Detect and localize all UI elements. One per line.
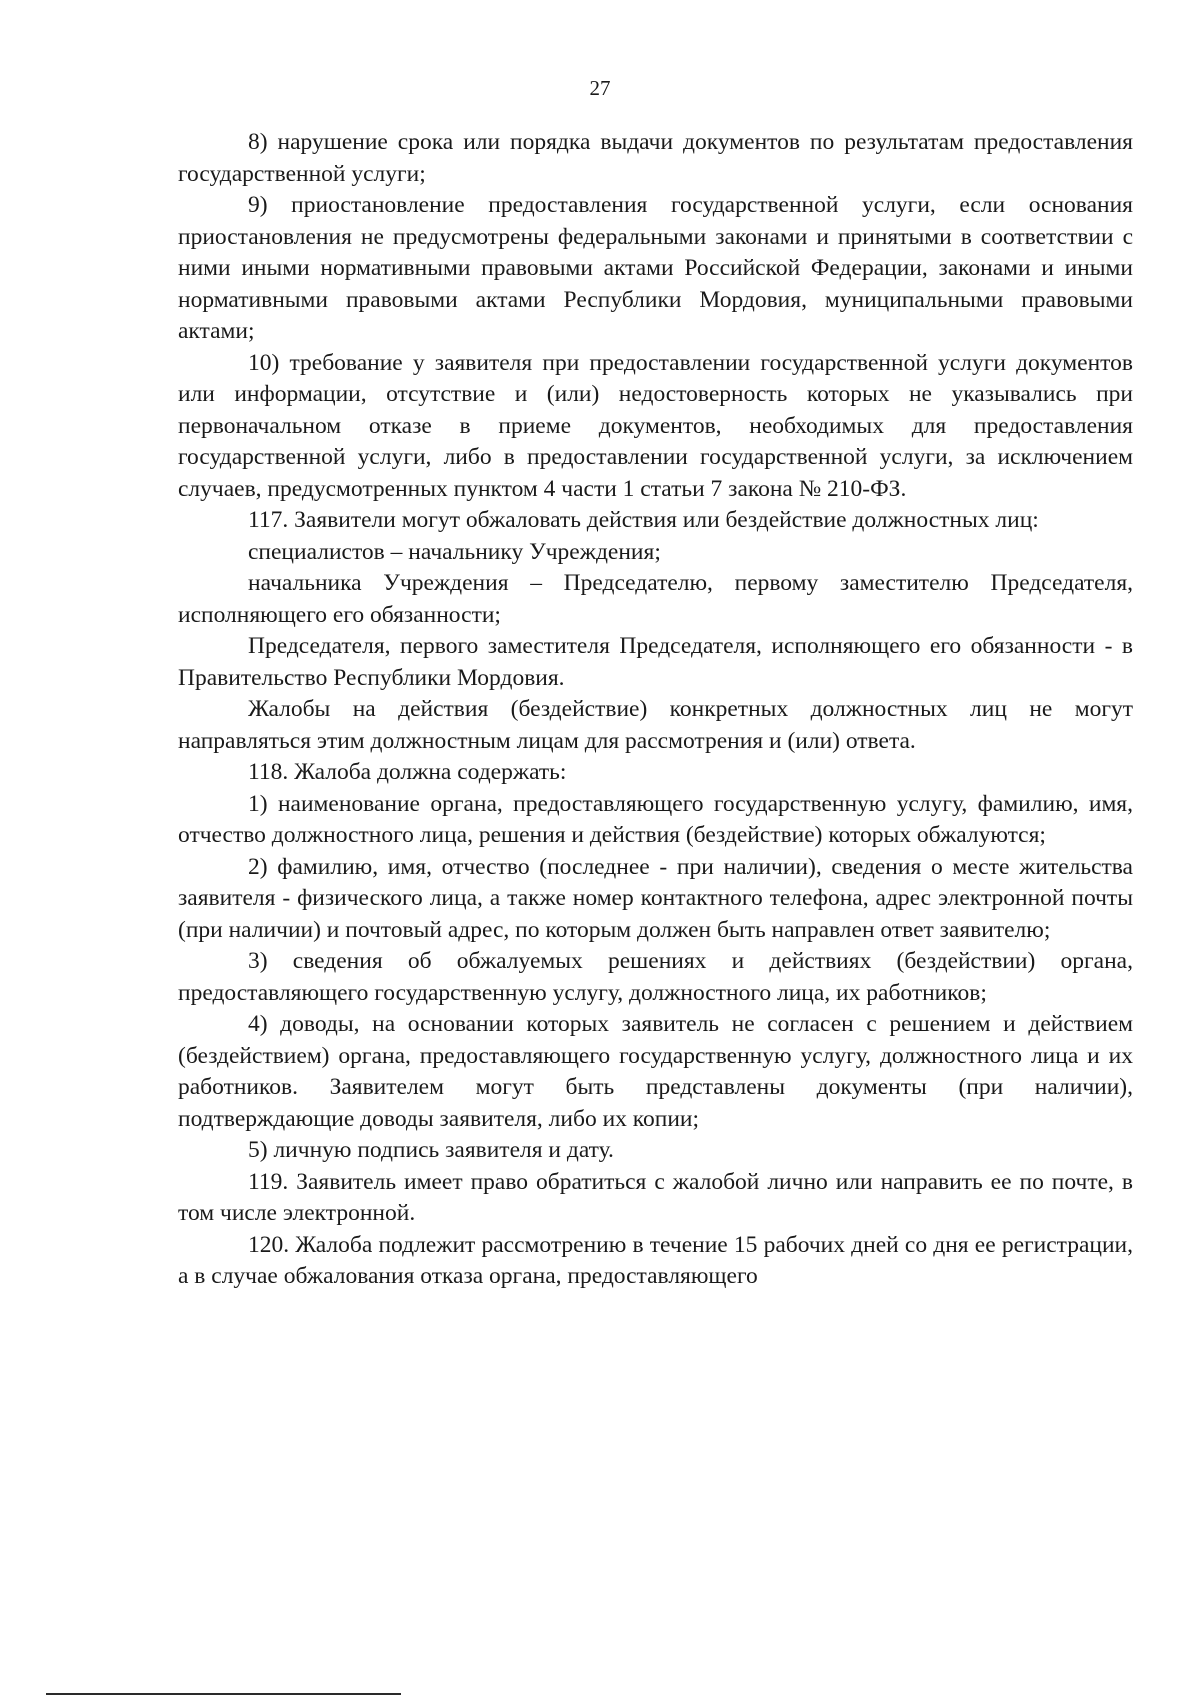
paragraph: 119. Заявитель имеет право обратиться с жалобой лично или направить ее по почте, в том числе электронной. [178, 1168, 1133, 1226]
paragraph: специалистов – начальнику Учреждения; [248, 538, 661, 565]
paragraph: Жалобы на действия (бездействие) конкретных должностных лиц не могут направляться этим должностным лицам для рассмотрения и (или) ответа. [178, 696, 1133, 754]
paragraph: 118. Жалоба должна содержать: [248, 759, 567, 785]
paragraph: 2) фамилию, имя, отчество (последнее - при наличии), сведения о месте жительства заявителя - физического лица, а также номер контактного телефона, адрес электронной почты (при наличии) и почтовый адрес, по которым должен быть направлен ответ заявителю; [178, 853, 1133, 943]
paragraph: 120. Жалоба подлежит рассмотрению в течение 15 рабочих дней со дня ее регистрации, а в случае обжалования отказа органа, предоставляющего [178, 1231, 1133, 1289]
paragraph: 5) личную подпись заявителя и дату. [248, 1137, 614, 1163]
paragraph: 1) наименование органа, предоставляющего государственную услугу, фамилию, имя, отчество должностного лица, решения и действия (бездействие) которых обжалуются; [178, 790, 1133, 848]
document-body [178, 127, 1133, 1293]
paragraph: 3) сведения об обжалуемых решениях и действиях (бездействии) органа, предоставляющего государственную услугу, должностного лица, их работников; [178, 948, 1133, 1006]
page-number: 27 [589, 76, 611, 100]
bottom-rule [46, 1693, 401, 1695]
paragraph: 9) приостановление предоставления государственной услуги, если основания приостановления не предусмотрены федеральными законами и принятыми в соответствии с ними иными нормативными правовыми актами Российской Федерации, законами и иными нормативными правовыми актами Республики Мордовия, муниципальными правовыми актами; [178, 192, 1133, 344]
paragraph: 8) нарушение срока или порядка выдачи документов по результатам предоставления государственной услуги; [178, 129, 1133, 187]
paragraph: Председателя, первого заместителя Председателя, исполняющего его обязанности - в Правительство Республики Мордовия. [178, 633, 1133, 691]
paragraph: начальника Учреждения – Председателю, первому заместителю Председателя, исполняющего его обязанности; [178, 570, 1133, 628]
paragraph: 10) требование у заявителя при предоставлении государственной услуги документов или информации, отсутствие и (или) недостоверность которых не указывались при первоначальном отказе в приеме документов, необходимых для предоставления государственной услуги, либо в предоставлении государственной услуги, за исключением случаев, предусмотренных пунктом 4 части 1 статьи 7 закона № 210-ФЗ. [178, 349, 1133, 502]
paragraph: 117. Заявители могут обжаловать действия или бездействие должностных лиц: [248, 507, 1039, 533]
paragraph: 4) доводы, на основании которых заявитель не согласен с решением и действием (бездействием) органа, предоставляющего государственную услугу, должностного лица и их работников. Заявителем могут быть представлены документы (при наличии), подтверждающие доводы заявителя, либо их копии; [178, 1011, 1133, 1132]
